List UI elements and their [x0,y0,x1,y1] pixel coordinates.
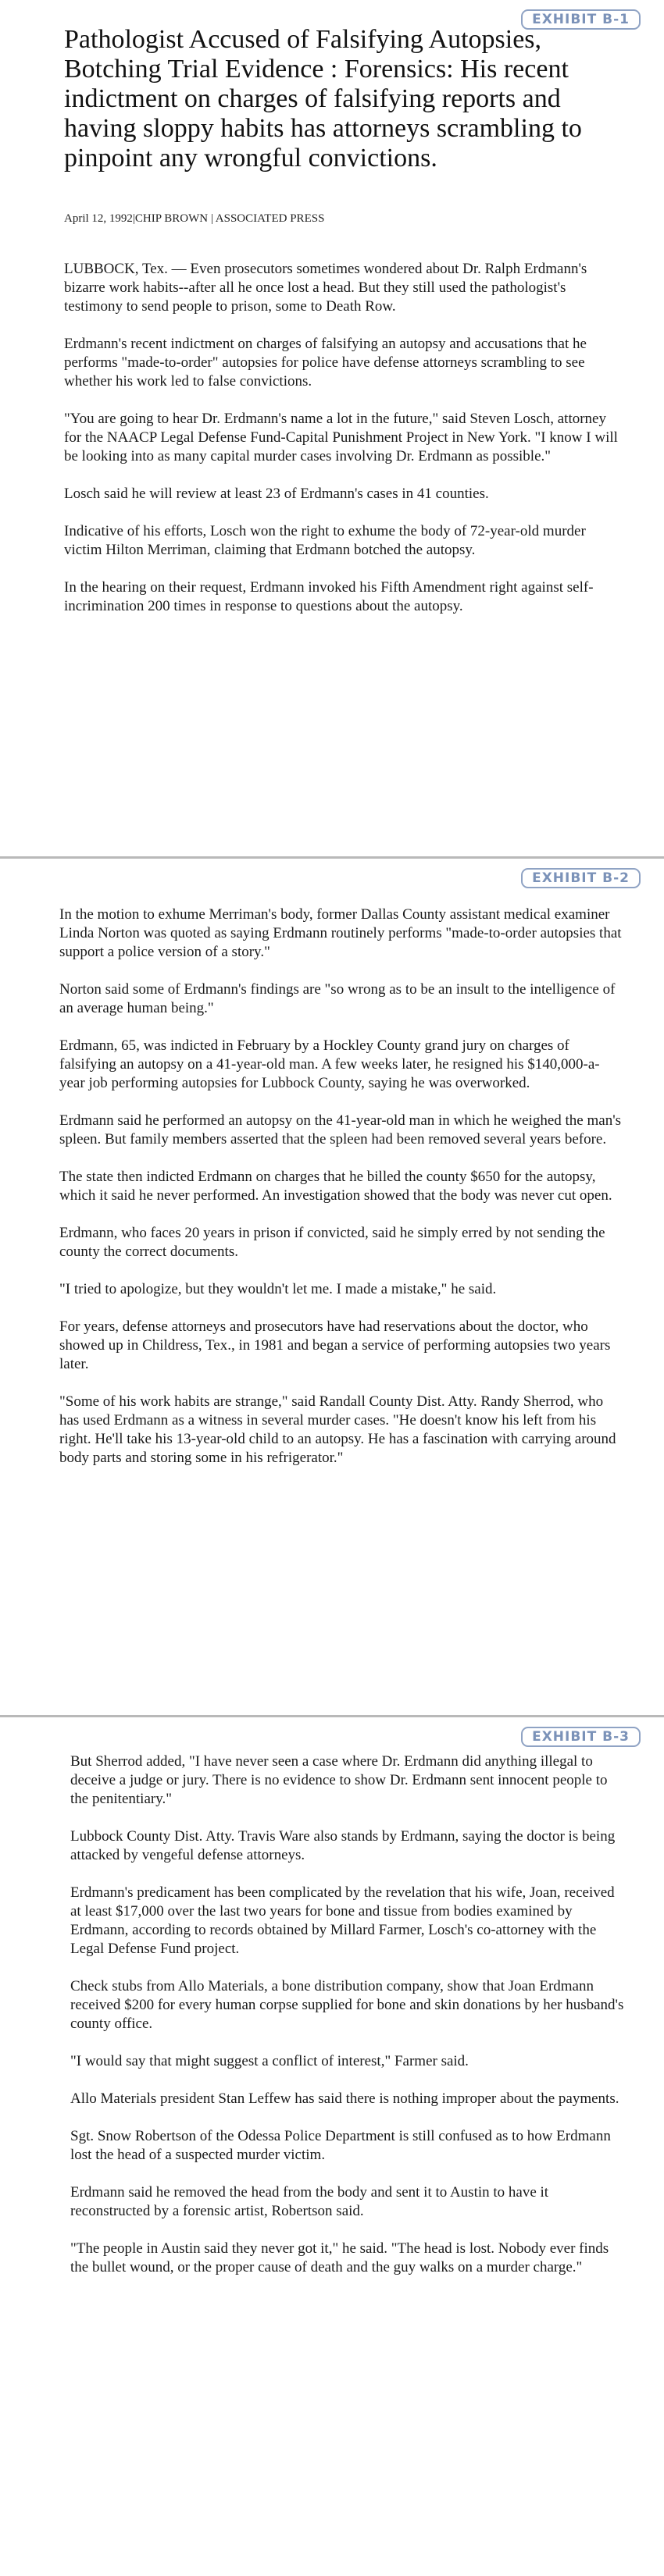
paragraph: Erdmann's predicament has been complicated by the revelation that his wife, Joan, received at least $17,000 over the last two years for bone and tissue from bodies examined by Erdmann, according to records obtained by Millard Farmer, Losch's co-attorney with the Legal Defense Fund project. [70,1884,615,1957]
page-content [59,906,622,1486]
paragraph: Erdmann said he performed an autopsy on the 41-year-old man in which he weighed the man's spleen. But family members asserted that the spleen had been removed several years before. [59,1112,622,1147]
paragraph: LUBBOCK, Tex. — Even prosecutors sometimes wondered about Dr. Ralph Erdmann's bizarre work habits--after all he once lost a head. But they still used the pathologist's testimony to send people to prison, some to Death Row. [64,261,587,315]
paragraph: Lubbock County Dist. Atty. Travis Ware also stands by Erdmann, saying the doctor is being attacked by vengeful defense attorneys. [70,1828,616,1863]
paragraph: Losch said he will review at least 23 of Erdmann's cases in 41 counties. [64,486,489,502]
document-page-2 [0,859,664,1717]
paragraph: "Some of his work habits are strange," said Randall County Dist. Atty. Randy Sherrod, who has used Erdmann as a witness in several murder cases. "He doesn't know his left from his right. He'll take his 13-year-old child to an autopsy. He has a fascination with carrying around body parts and storing some in his refrigerator." [59,1393,616,1466]
paragraph: Erdmann said he removed the head from the body and sent it to Austin to have it reconstructed by a forensic artist, Robertson said. [70,2184,549,2219]
paragraph: Check stubs from Allo Materials, a bone distribution company, show that Joan Erdmann received $200 for every human corpse supplied for bone and skin donations by her husband's county office. [70,1978,624,2032]
paragraph: But Sherrod added, "I have never seen a case where Dr. Erdmann did anything illegal to deceive a judge or jury. There is no evidence to show Dr. Erdmann sent innocent people to the penitentiary." [70,1753,608,1807]
paragraph: "You are going to hear Dr. Erdmann's name a lot in the future," said Steven Losch, attorney for the NAACP Legal Defense Fund-Capital Punishment Project in New York. "I know I will be looking into as many capital murder cases involving Dr. Erdmann as possible." [64,411,618,464]
paragraph: "I tried to apologize, but they wouldn't let me. I made a mistake," he said. [59,1281,497,1297]
exhibit-stamp: EXHIBIT B-2 [521,868,641,888]
exhibit-stamp: EXHIBIT B-3 [521,1727,641,1747]
article-headline: Pathologist Accused of Falsifying Autopsies, Botching Trial Evidence : Forensics: His recent indictment on charges of falsifying reports and having sloppy habits has attorneys scrambling to pinpoint any wrongful convictions. [64,25,582,173]
document-page-1 [0,0,664,859]
paragraph: Sgt. Snow Robertson of the Odessa Police Department is still confused as to how Erdmann lost the head of a suspected murder victim. [70,2128,611,2163]
page-content [70,1752,625,2296]
document-page-3 [0,1717,664,2576]
paragraph: "The people in Austin said they never got it," he said. "The head is lost. Nobody ever finds the bullet wound, or the proper cause of death and the guy walks on a murder charge." [70,2240,609,2275]
paragraph: For years, defense attorneys and prosecutors have had reservations about the doctor, who showed up in Childress, Tex., in 1981 and began a service of performing autopsies two years later. [59,1318,611,1372]
paragraph: "I would say that might suggest a conflict of interest," Farmer said. [70,2053,469,2069]
exhibit-stamp: EXHIBIT B-1 [521,9,641,30]
paragraph: In the hearing on their request, Erdmann invoked his Fifth Amendment right against self-incrimination 200 times in response to questions about the autopsy. [64,579,594,614]
paragraph: In the motion to exhume Merriman's body, former Dallas County assistant medical examiner Linda Norton was quoted as saying Erdmann routinely performs "made-to-order autopsies that support a police version of a story." [59,906,622,960]
paragraph: Erdmann, 65, was indicted in February by a Hockley County grand jury on charges of falsifying an autopsy on a 41-year-old man. A few weeks later, he resigned his $140,000-a-year job performing autopsies for Lubbock County, saying he was overworked. [59,1037,600,1091]
paragraph: Norton said some of Erdmann's findings are "so wrong as to be an insult to the intelligence of an average human being." [59,981,616,1016]
paragraph: Erdmann, who faces 20 years in prison if convicted, said he simply erred by not sending the county the correct documents. [59,1225,605,1260]
paragraph: Indicative of his efforts, Losch won the right to exhume the body of 72-year-old murder victim Hilton Merriman, claiming that Erdmann botched the autopsy. [64,523,586,558]
article-byline: April 12, 1992|CHIP BROWN | ASSOCIATED PRESS [64,212,325,225]
page-content [64,25,627,635]
paragraph: Allo Materials president Stan Leffew has said there is nothing improper about the payments. [70,2090,619,2107]
paragraph: The state then indicted Erdmann on charges that he billed the county $650 for the autopsy, which it said he never performed. An investigation showed that the body was never cut open. [59,1169,612,1204]
paragraph: Erdmann's recent indictment on charges of falsifying an autopsy and accusations that he performs "made-to-order" autopsies for police have defense attorneys scrambling to see whether his work led to false convictions. [64,336,587,390]
